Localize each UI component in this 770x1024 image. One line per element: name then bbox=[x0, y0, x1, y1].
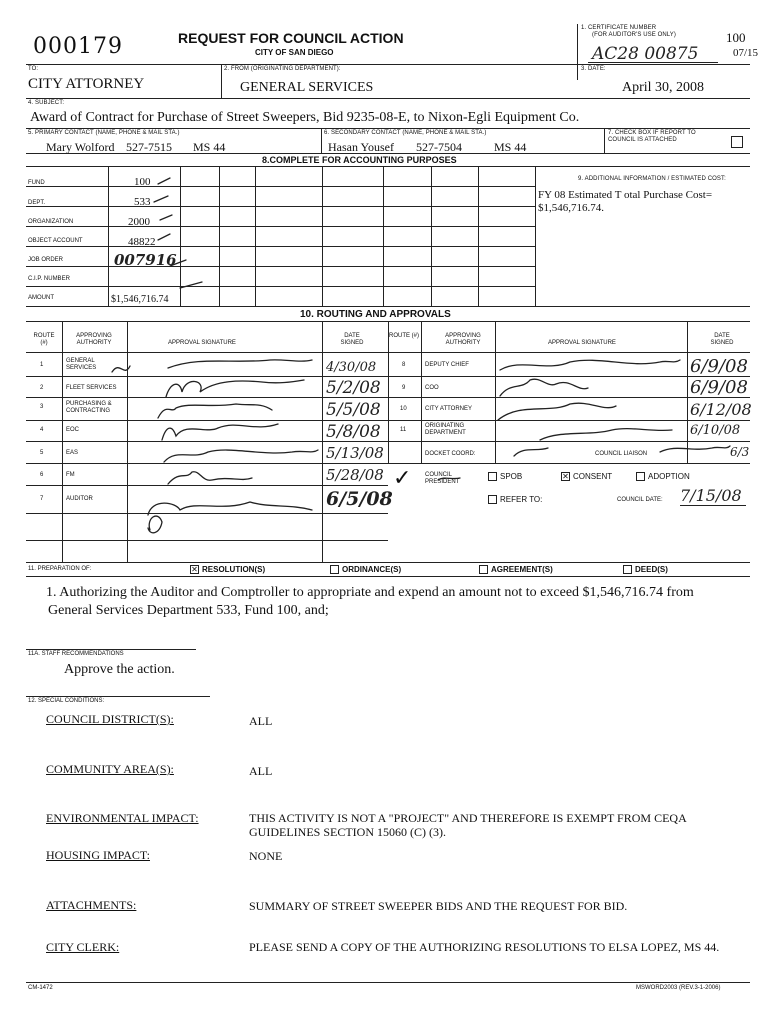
form-subtitle: CITY OF SAN DIEGO bbox=[255, 48, 334, 57]
route-2: 2 bbox=[40, 385, 44, 391]
attachments-label: ATTACHMENTS: bbox=[46, 898, 137, 912]
authority-eoc: EOC bbox=[66, 427, 80, 433]
secondary-contact-phone: 527-7504 bbox=[416, 140, 462, 154]
route-8: 8 bbox=[402, 362, 406, 368]
signature-header-left: APPROVAL SIGNATURE bbox=[168, 340, 236, 346]
authority-general-services: GENERAL SERVICES bbox=[66, 358, 97, 371]
date-signed-1: 4/30/08 bbox=[326, 360, 377, 375]
date-signed-9: 6/9/08 bbox=[690, 377, 748, 398]
primary-contact-phone: 527-7515 bbox=[126, 140, 172, 154]
to-value: CITY ATTORNEY bbox=[28, 76, 145, 92]
deed-label: DEED(S) bbox=[635, 565, 668, 574]
date-signed-5: 5/13/08 bbox=[326, 444, 384, 462]
accounting-value-dept: 533 bbox=[134, 196, 151, 208]
report-attached-label: 7. CHECK BOX IF REPORT TO COUNCIL IS ATTACHED bbox=[608, 130, 696, 143]
route-7: 7 bbox=[40, 496, 44, 502]
staff-recommendations-value: Approve the action. bbox=[64, 662, 175, 677]
agreement-label: AGREEMENT(S) bbox=[491, 565, 553, 574]
accounting-value-job-order: 007916 bbox=[114, 251, 177, 269]
date-signed-7: 6/5/08 bbox=[326, 488, 393, 510]
community-area-value: ALL bbox=[249, 764, 273, 778]
secondary-contact-name: Hasan Yousef bbox=[328, 140, 394, 154]
route-9: 9 bbox=[402, 385, 406, 391]
route-4: 4 bbox=[40, 427, 44, 433]
date-signed-11: 6/10/08 bbox=[690, 423, 741, 438]
date-header-left: DATE SIGNED bbox=[340, 333, 364, 346]
accounting-label-cip-number: C.I.P. NUMBER bbox=[28, 276, 70, 282]
route-10: 10 bbox=[400, 406, 407, 412]
date-label: 3. DATE: bbox=[581, 66, 606, 72]
primary-contact-mail: MS 44 bbox=[193, 140, 226, 154]
accounting-title: 8.COMPLETE FOR ACCOUNTING PURPOSES bbox=[262, 155, 457, 165]
authority-originating-department: ORIGINATING DEPARTMENT bbox=[425, 423, 466, 436]
ordinance-checkbox[interactable] bbox=[330, 565, 339, 574]
authority-header-left: APPROVING AUTHORITY bbox=[76, 333, 112, 346]
primary-contact-name: Mary Wolford bbox=[46, 140, 115, 154]
agreement-option[interactable] bbox=[479, 565, 553, 574]
spob-label: SPOB bbox=[500, 472, 523, 481]
route-6: 6 bbox=[40, 472, 44, 478]
city-clerk-value: PLEASE SEND A COPY OF THE AUTHORIZING RESOLUTIONS TO ELSA LOPEZ, MS 44. bbox=[249, 940, 720, 954]
signature-header-right: APPROVAL SIGNATURE bbox=[548, 340, 616, 346]
authority-eas: EAS bbox=[66, 450, 79, 456]
authority-header-right: APPROVING AUTHORITY bbox=[445, 333, 481, 346]
accounting-label-amount: AMOUNT bbox=[28, 295, 54, 301]
authority-purchasing: PURCHASING & CONTRACTING bbox=[66, 401, 112, 414]
deed-checkbox[interactable] bbox=[623, 565, 632, 574]
council-district-label: COUNCIL DISTRICT(S): bbox=[46, 712, 174, 726]
docket-coord-label: DOCKET COORD: bbox=[425, 451, 476, 457]
staff-recommendations-label: 11A. STAFF RECOMMENDATIONS bbox=[28, 651, 124, 657]
accounting-value-object-account: 48822 bbox=[128, 236, 156, 248]
certificate-extra-1: 100 bbox=[726, 30, 746, 45]
ordinance-option[interactable] bbox=[330, 565, 401, 574]
agreement-checkbox[interactable] bbox=[479, 565, 488, 574]
footer-form-number: CM-1472 bbox=[28, 985, 53, 991]
accounting-value-fund: 100 bbox=[134, 176, 151, 188]
authority-fleet-services: FLEET SERVICES bbox=[66, 385, 117, 391]
date-signed-8: 6/9/08 bbox=[690, 356, 748, 377]
routing-title: 10. ROUTING AND APPROVALS bbox=[300, 309, 451, 320]
document-number: 000179 bbox=[33, 34, 123, 59]
resolution-label: RESOLUTION(S) bbox=[202, 565, 266, 574]
resolution-checkbox[interactable]: ✕ bbox=[191, 565, 198, 575]
environmental-impact-label: ENVIRONMENTAL IMPACT: bbox=[46, 811, 199, 825]
additional-info-value: FY 08 Estimated T otal Purchase Cost= $1,546,716.74. bbox=[538, 189, 713, 214]
secondary-contact-mail: MS 44 bbox=[494, 140, 527, 154]
route-1: 1 bbox=[40, 362, 44, 368]
council-date-value: 7/15/08 bbox=[680, 486, 742, 505]
authority-fm: FM bbox=[66, 472, 75, 478]
council-district-value: ALL bbox=[249, 714, 273, 728]
environmental-impact-value: THIS ACTIVITY IS NOT A "PROJECT" AND THEREFORE IS EXEMPT FROM CEQA GUIDELINES SECTION 15060 (C) (3). bbox=[249, 811, 687, 839]
preparation-text: 1. Authorizing the Auditor and Comptroller to appropriate and expend an amount not to exceed $1,546,716.74 from General Services Department 533, Fund 100, and; bbox=[46, 585, 694, 618]
council-date-label: COUNCIL DATE: bbox=[617, 497, 663, 503]
adoption-label: ADOPTION bbox=[648, 472, 690, 481]
date-signed-6: 5/28/08 bbox=[326, 466, 384, 484]
from-value: GENERAL SERVICES bbox=[240, 80, 374, 95]
deed-option[interactable] bbox=[623, 565, 668, 574]
date-header-right: DATE SIGNED bbox=[710, 333, 734, 346]
footer-revision: MSWORD2003 (REV.3-1-2006) bbox=[636, 985, 721, 991]
authority-auditor: AUDITOR bbox=[66, 496, 93, 502]
council-president-label: COUNCIL PRESIDENT bbox=[425, 472, 460, 485]
authority-city-attorney: CITY ATTORNEY bbox=[425, 406, 473, 412]
council-liaison-label: COUNCIL LIAISON bbox=[595, 451, 648, 457]
approval-checkmark-icon: ✓ bbox=[393, 466, 412, 491]
certificate-sublabel: (FOR AUDITOR'S USE ONLY) bbox=[592, 32, 677, 38]
certificate-label: 1. CERTIFICATE NUMBER bbox=[581, 25, 657, 31]
consent-label: CONSENT bbox=[573, 472, 613, 481]
community-area-label: COMMUNITY AREA(S): bbox=[46, 762, 174, 776]
primary-contact-label: 5. PRIMARY CONTACT (NAME, PHONE & MAIL STA.) bbox=[28, 130, 180, 136]
refer-to-label: REFER TO: bbox=[500, 495, 543, 504]
preparation-label: 11. PREPARATION OF: bbox=[28, 566, 92, 572]
authority-coo: COO bbox=[425, 385, 439, 391]
accounting-value-organization: 2000 bbox=[128, 216, 150, 228]
accounting-value-amount: $1,546,716.74 bbox=[111, 294, 169, 305]
consent-checkbox[interactable]: ✕ bbox=[562, 472, 569, 482]
council-liaison-date: 6/3 bbox=[730, 445, 750, 459]
accounting-label-organization: ORGANIZATION bbox=[28, 219, 74, 225]
route-11: 11 bbox=[400, 427, 407, 433]
accounting-label-job-order: JOB ORDER bbox=[28, 257, 64, 263]
ordinance-label: ORDINANCE(S) bbox=[342, 565, 402, 574]
date-signed-4: 5/8/08 bbox=[326, 422, 381, 442]
certificate-extra-2: 07/15 bbox=[733, 47, 759, 59]
city-clerk-label: CITY CLERK: bbox=[46, 940, 120, 954]
special-conditions-label: 12. SPECIAL CONDITIONS: bbox=[28, 698, 105, 704]
accounting-label-fund: FUND bbox=[28, 180, 45, 186]
date-value: April 30, 2008 bbox=[622, 80, 705, 95]
subject-value: Award of Contract for Purchase of Street Sweepers, Bid 9235-08-E, to Nixon-Egli Equipment Co. bbox=[30, 110, 580, 125]
secondary-contact-label: 6. SECONDARY CONTACT (NAME, PHONE & MAIL STA.) bbox=[324, 130, 487, 136]
resolution-option[interactable] bbox=[190, 565, 265, 574]
route-5: 5 bbox=[40, 450, 44, 456]
route-header-left: ROUTE (#) bbox=[33, 333, 55, 346]
from-label: 2. FROM (ORIGINATING DEPARTMENT): bbox=[224, 66, 341, 72]
route-3: 3 bbox=[40, 404, 44, 410]
form-title: REQUEST FOR COUNCIL ACTION bbox=[178, 30, 404, 46]
housing-impact-label: HOUSING IMPACT: bbox=[46, 848, 150, 862]
authority-deputy-chief: DEPUTY CHIEF bbox=[425, 362, 469, 368]
route-header-right: ROUTE (#) bbox=[389, 333, 419, 339]
housing-impact-value: NONE bbox=[249, 849, 283, 863]
accounting-label-dept: DEPT. bbox=[28, 200, 46, 206]
additional-info-label: 9. ADDITIONAL INFORMATION / ESTIMATED COST: bbox=[578, 176, 726, 182]
date-signed-3: 5/5/08 bbox=[326, 400, 381, 420]
subject-label: 4. SUBJECT: bbox=[28, 100, 65, 106]
attachments-value: SUMMARY OF STREET SWEEPER BIDS AND THE REQUEST FOR BID. bbox=[249, 899, 628, 913]
date-signed-10: 6/12/08 bbox=[690, 400, 752, 419]
date-signed-2: 5/2/08 bbox=[326, 378, 381, 398]
accounting-label-object-account: OBJECT ACCOUNT bbox=[28, 238, 83, 244]
certificate-number: AC28 00875 bbox=[592, 44, 699, 64]
to-label: TO: bbox=[28, 66, 39, 72]
